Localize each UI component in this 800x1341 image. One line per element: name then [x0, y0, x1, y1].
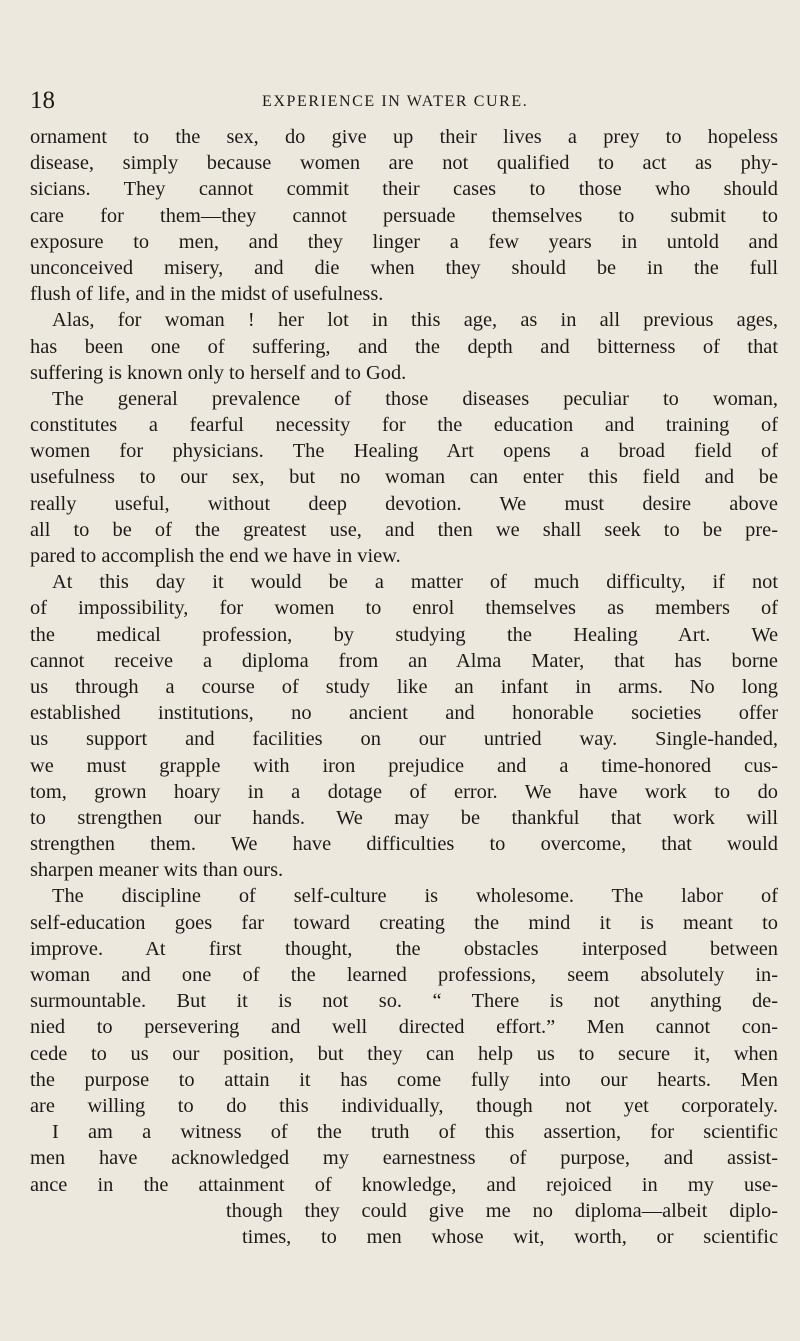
text-line: ance in the attainment of knowledge, and rejoiced in my use- — [30, 1173, 778, 1196]
text-line: pared to accomplish the end we have in view. — [30, 545, 401, 567]
text-line: the purpose to attain it has come fully into our hearts. Men — [30, 1068, 778, 1091]
text-line: has been one of suffering, and the depth and bitterness of that — [30, 335, 778, 358]
text-line: cede to us our position, but they can help us to secure it, when — [30, 1042, 778, 1065]
text-line: established institutions, no ancient and honorable societies offer — [30, 702, 778, 725]
text-line: At this day it would be a matter of much difficulty, if not — [52, 571, 778, 594]
text-line: all to be of the greatest use, and then we shall seek to be pre- — [30, 518, 778, 541]
text-line: though they could give me no diploma—albeit diplo- — [226, 1199, 778, 1222]
text-line: us support and facilities on our untried way. Single-handed, — [30, 728, 778, 751]
text-line: the medical profession, by studying the Healing Art. We — [30, 623, 778, 646]
text-line: improve. At first thought, the obstacles interposed between — [30, 937, 778, 960]
text-line: usefulness to our sex, but no woman can enter this field and be — [30, 466, 778, 489]
text-line: woman and one of the learned professions, seem absolutely in- — [30, 964, 778, 986]
text-line: of impossibility, for women to enrol themselves as members of — [30, 597, 778, 620]
text-line: care for them—they cannot persuade themselves to submit to — [30, 204, 778, 227]
text-line: The general prevalence of those diseases peculiar to woman, — [52, 387, 778, 410]
text-line: strengthen them. We have difficulties to overcome, that would — [30, 833, 778, 856]
text-line: times, to men whose wit, worth, or scientific — [242, 1225, 778, 1248]
page-number: 18 — [30, 87, 55, 114]
text-line: exposure to men, and they linger a few years in untold and — [30, 230, 778, 253]
text-line: constitutes a fearful necessity for the education and training of — [30, 414, 778, 437]
text-line: surmountable. But it is not so. “ There is not anything de- — [30, 990, 778, 1013]
text-line: to strengthen our hands. We may be thankful that work will — [30, 806, 778, 829]
text-line: women for physicians. The Healing Art opens a broad field of — [30, 440, 778, 463]
text-line: disease, simply because women are not qualified to act as phy- — [30, 152, 778, 175]
text-line: men have acknowledged my earnestness of purpose, and assist- — [30, 1147, 778, 1170]
text-line: flush of life, and in the midst of usefulness. — [30, 283, 384, 306]
text-line: suffering is known only to herself and to God. — [30, 361, 407, 384]
text-line: tom, grown hoary in a dotage of error. We have work to do — [30, 780, 778, 803]
text-line: us through a course of study like an infant in arms. No long — [30, 675, 778, 698]
text-line: self-education goes far toward creating the mind it is meant to — [30, 911, 778, 934]
text-line: we must grapple with iron prejudice and a time-honored cus- — [30, 754, 778, 777]
text-line: Alas, for woman ! her lot in this age, as in all previous ages, — [52, 309, 778, 332]
text-line: unconceived misery, and die when they should be in the full — [30, 256, 778, 279]
text-line: sharpen meaner wits than ours. — [30, 859, 284, 882]
text-line: really useful, without deep devotion. We must desire above — [30, 492, 778, 515]
text-line: are willing to do this individually, though not yet corporately. — [30, 1094, 778, 1117]
text-line: I am a witness of the truth of this assertion, for scientific — [52, 1121, 778, 1144]
text-line: ornament to the sex, do give up their lives a prey to hopeless — [30, 126, 778, 148]
text-line: nied to persevering and well directed effort.” Men cannot con- — [30, 1016, 778, 1039]
body-text — [30, 124, 778, 1250]
text-line: The discipline of self-culture is wholesome. The labor of — [52, 885, 778, 908]
page-header — [0, 86, 800, 116]
text-line: sicians. They cannot commit their cases to those who should — [30, 178, 778, 201]
text-line: cannot receive a diploma from an Alma Mater, that has borne — [30, 649, 778, 672]
running-head: EXPERIENCE IN WATER CURE. — [262, 93, 529, 110]
